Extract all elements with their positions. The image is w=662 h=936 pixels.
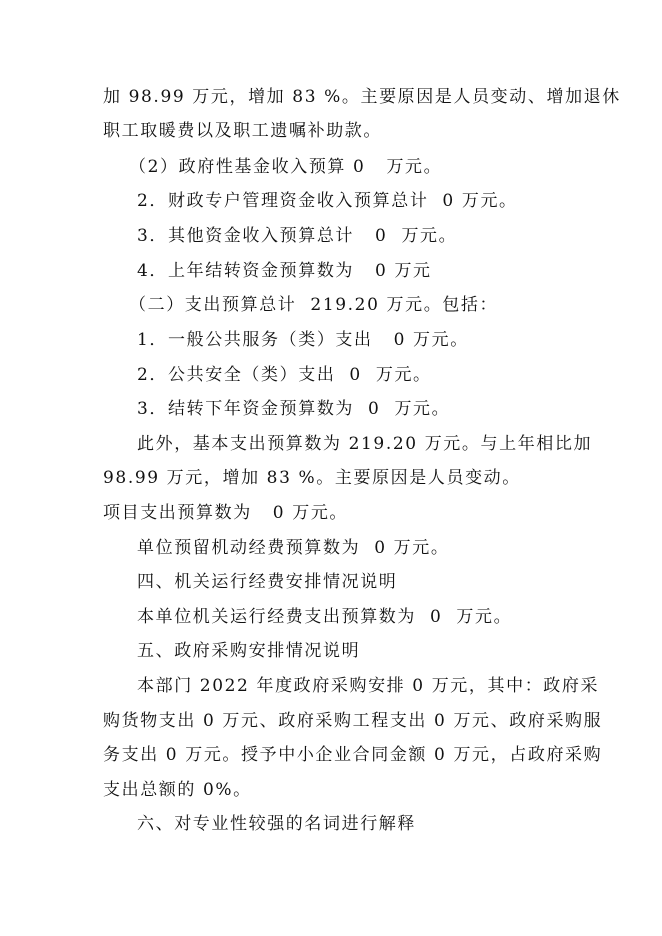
text-line: 98.99 万元，增加 83 %。主要原因是人员变动。 [103,468,521,488]
text-line: 职工取暖费以及职工遗嘱补助款。 [103,121,382,141]
text-line: 2．公共安全（类）支出 0 万元。 [137,365,432,385]
text-line: 此外，基本支出预算数为 219.20 万元。与上年相比加 [137,434,593,454]
text-line: （二）支出预算总计 219.20 万元。包括： [129,295,499,315]
text-line: 项目支出预算数为 0 万元。 [103,503,349,523]
text-line: 3．结转下年资金预算数为 0 万元。 [137,399,451,419]
section-heading: 四、机关运行经费安排情况说明 [137,572,398,592]
text-line: 2．财政专户管理资金收入预算总计 0 万元。 [137,191,518,211]
text-line: 加 98.99 万元，增加 83 %。主要原因是人员变动、增加退休 [103,87,621,107]
text-line: 1．一般公共服务（类）支出 0 万元。 [137,330,469,350]
text-line: 购货物支出 0 万元、政府采购工程支出 0 万元、政府采购服 [103,711,603,731]
text-line: 3．其他资金收入预算总计 0 万元。 [137,226,458,246]
text-line: 支出总额的 0%。 [103,780,252,800]
text-line: 本单位机关运行经费支出预算数为 0 万元。 [137,607,513,627]
text-line: 4．上年结转资金预算数为 0 万元 [137,261,432,281]
text-line: 务支出 0 万元。授予中小企业合同金额 0 万元，占政府采购 [103,745,603,765]
section-heading: 五、政府采购安排情况说明 [137,641,361,661]
section-heading: 六、对专业性较强的名词进行解释 [137,814,416,834]
text-line: 本部门 2022 年度政府采购安排 0 万元，其中：政府采 [137,676,600,696]
text-line: 单位预留机动经费预算数为 0 万元。 [137,538,450,558]
text-line: （2）政府性基金收入预算 0 万元。 [129,157,443,177]
